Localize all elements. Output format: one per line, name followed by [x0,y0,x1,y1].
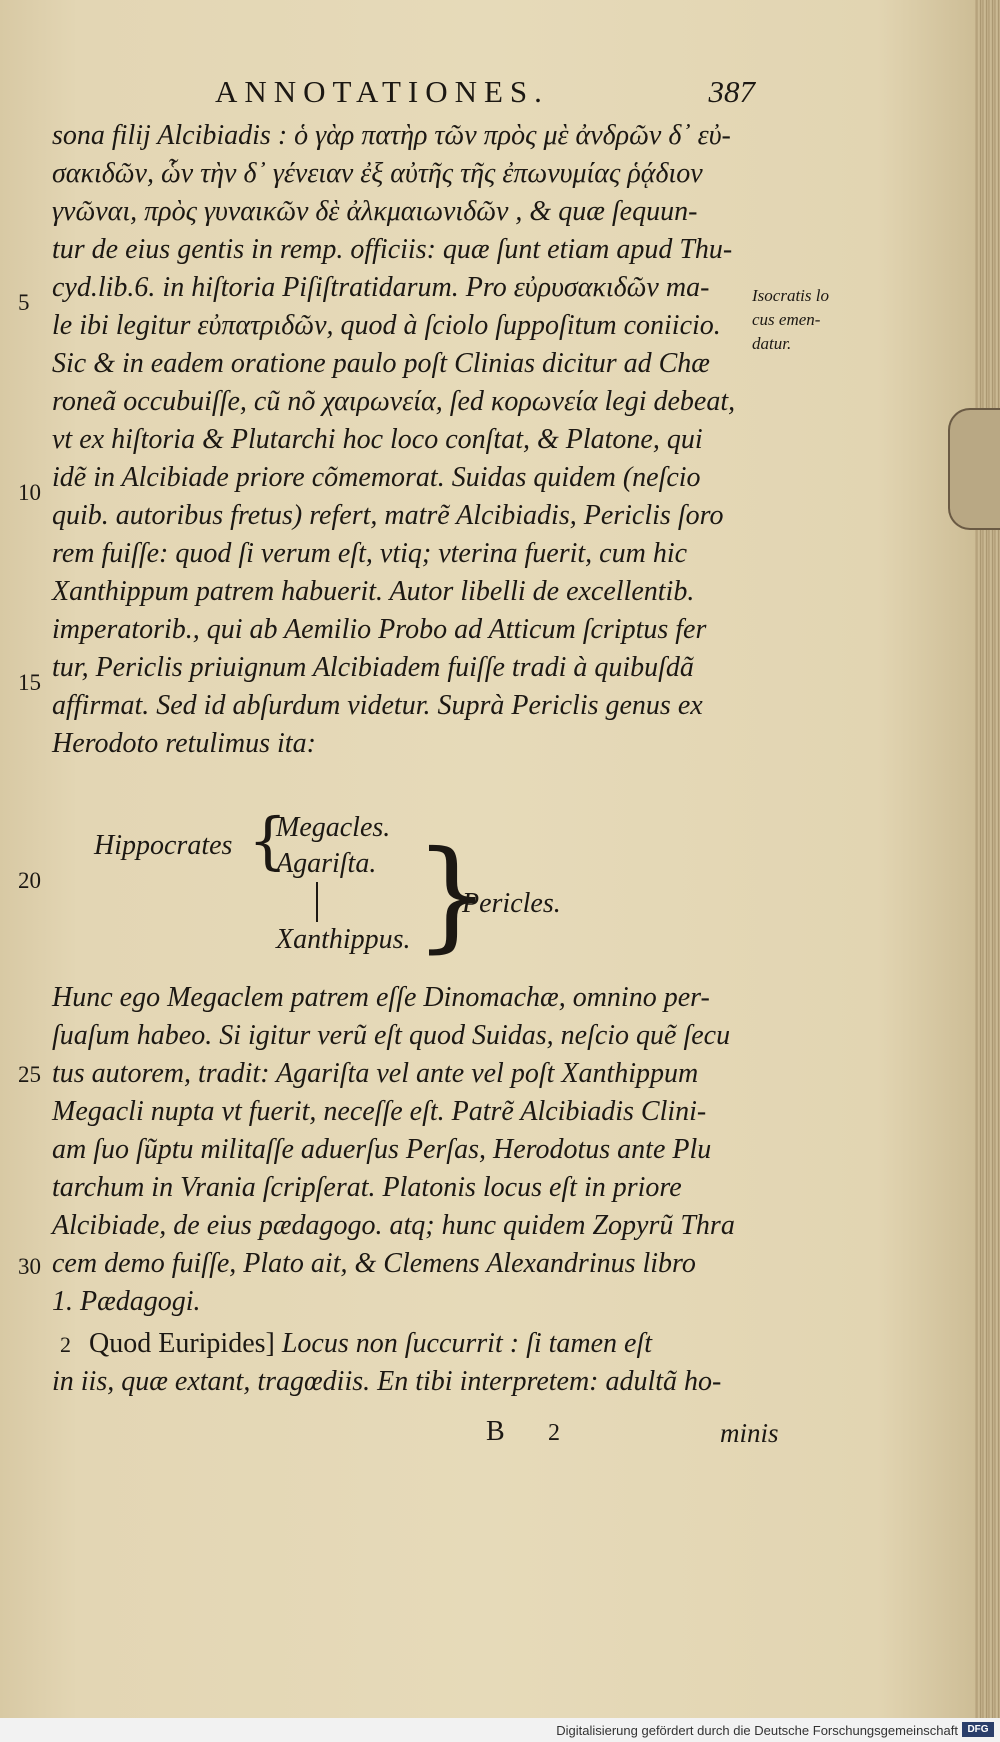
catchword: minis [720,1418,779,1448]
line-number: 25 [18,1062,41,1087]
line-number: 10 [18,480,41,505]
text-line: σακιδῶν, ὧν τὴν δ᾽ γένειαν ἐξ αὐτῆς τῆς ἐπωνυμίας ῥᾴδιον [52,158,703,189]
note-lemma: Quod Euripides] [89,1328,275,1359]
text-line: vt ex hiſtoria & Plutarchi hoc loco conſtat, & Platone, qui [52,424,703,455]
text-line: rem fuiſſe: quod ſi verum eſt, vtiq; vterina fuerit, cum hic [52,538,688,569]
text-line: affirmat. Sed id abſurdum videtur. Suprà Periclis genus ex [52,690,703,721]
page-edge [975,0,1000,1742]
line-number: 20 [18,868,41,893]
text-line: Xanthippum patrem habuerit. Autor libelli de excellentib. [52,576,695,607]
genealogy-root: Hippocrates [94,830,233,861]
text-line: tarchum in Vrania ſcripſerat. Platonis locus eſt in priore [52,1172,682,1203]
text-line: tur, Periclis priuignum Alcibiadem fuiſſe tradi à quibuſdã [52,652,694,683]
text-line: idẽ in Alcibiade priore cõmemorat. Suidas quidem (neſcio [52,462,701,493]
text-line: sona filij Alcibiadis : ὁ γὰρ πατὴρ τῶν πρὸς μὲ ἀνδρῶν δ᾽ εὐ- [52,120,731,151]
genealogy-offspring: Pericles. [462,888,561,919]
text-line: am ſuo ſũptu militaſſe aduerſus Perſas, Herodotus ante Plu [52,1134,712,1165]
text-line: Hunc ego Megaclem patrem eſſe Dinomachæ, omnino per- [52,982,710,1013]
text-line: Sic & in eadem oratione paulo poſt Clinias dicitur ad Chæ [52,348,710,379]
text-line: in iis, quæ extant, tragœdiis. En tibi interpretem: adultã ho- [52,1366,722,1397]
text-line: Megacli nupta vt fuerit, neceſſe eſt. Patrẽ Alcibiadis Clini- [52,1096,707,1127]
line-number: 5 [18,290,30,315]
genealogy-spouse: Xanthippus. [276,924,411,955]
footer-bar [0,1718,1000,1742]
running-header [215,74,755,110]
page-number: 387 [708,74,755,109]
text-line: roneã occubuiſſe, cũ nõ χαιρωνεία, ſed κορωνεία legi debeat, [52,386,736,417]
signature-mark: B [486,1416,505,1447]
line-number: 15 [18,670,41,695]
left-brace: { [248,804,288,877]
text-line: tus autorem, tradit: Agariſta vel ante vel poſt Xanthippum [52,1058,699,1089]
text-line: 1. Pædagogi. [52,1286,201,1317]
dfg-logo-icon: DFG [962,1722,994,1737]
footer-credit: Digitalisierung gefördert durch die Deutsche Forschungsgemeinschaft [556,1723,958,1738]
text-line: ſuaſum habeo. Si igitur verũ eſt quod Suidas, neſcio quẽ ſecu [52,1020,731,1051]
right-brace: } [414,826,491,965]
note-2 [60,1328,652,1360]
signature-number: 2 [548,1420,560,1446]
bookmark-tab [948,408,1000,530]
text-line: cem demo fuiſſe, Plato ait, & Clemens Alexandrinus libro [52,1248,696,1279]
line-number: 30 [18,1254,41,1279]
text-line: cyd.lib.6. in hiſtoria Piſiſtratidarum. Pro εὐρυσακιδῶν ma- [52,272,710,303]
text-line: le ibi legitur εὐπατριδῶν, quod à ſciolo ſuppoſitum coniicio. [52,310,721,341]
text-line: imperatorib., qui ab Aemilio Probo ad Atticum ſcriptus fer [52,614,707,645]
running-title: ANNOTATIONES. [215,74,549,109]
margin-note: Isocratis lo cus emen- datur. [752,286,829,353]
genealogy-child: Agariſta. [276,848,377,879]
descent-line [316,882,318,922]
text-line: quib. autoribus fretus) refert, matrẽ Alcibiadis, Periclis ſoro [52,500,724,531]
note-text: Locus non ſuccurrit : ſi tamen eſt [274,1328,653,1359]
text-line: Herodoto retulimus ita: [52,728,316,759]
genealogy-child: Megacles. [276,812,391,843]
note-number: 2 [60,1332,71,1357]
text-line: γνῶναι, πρὸς γυναικῶν δὲ ἀλκμαιωνιδῶν , & quæ ſequun- [52,196,698,227]
text-line: tur de eius gentis in remp. officiis: quæ ſunt etiam apud Thu- [52,234,733,265]
text-line: Alcibiade, de eius pædagogo. atq; hunc quidem Zopyrũ Thra [52,1210,735,1241]
